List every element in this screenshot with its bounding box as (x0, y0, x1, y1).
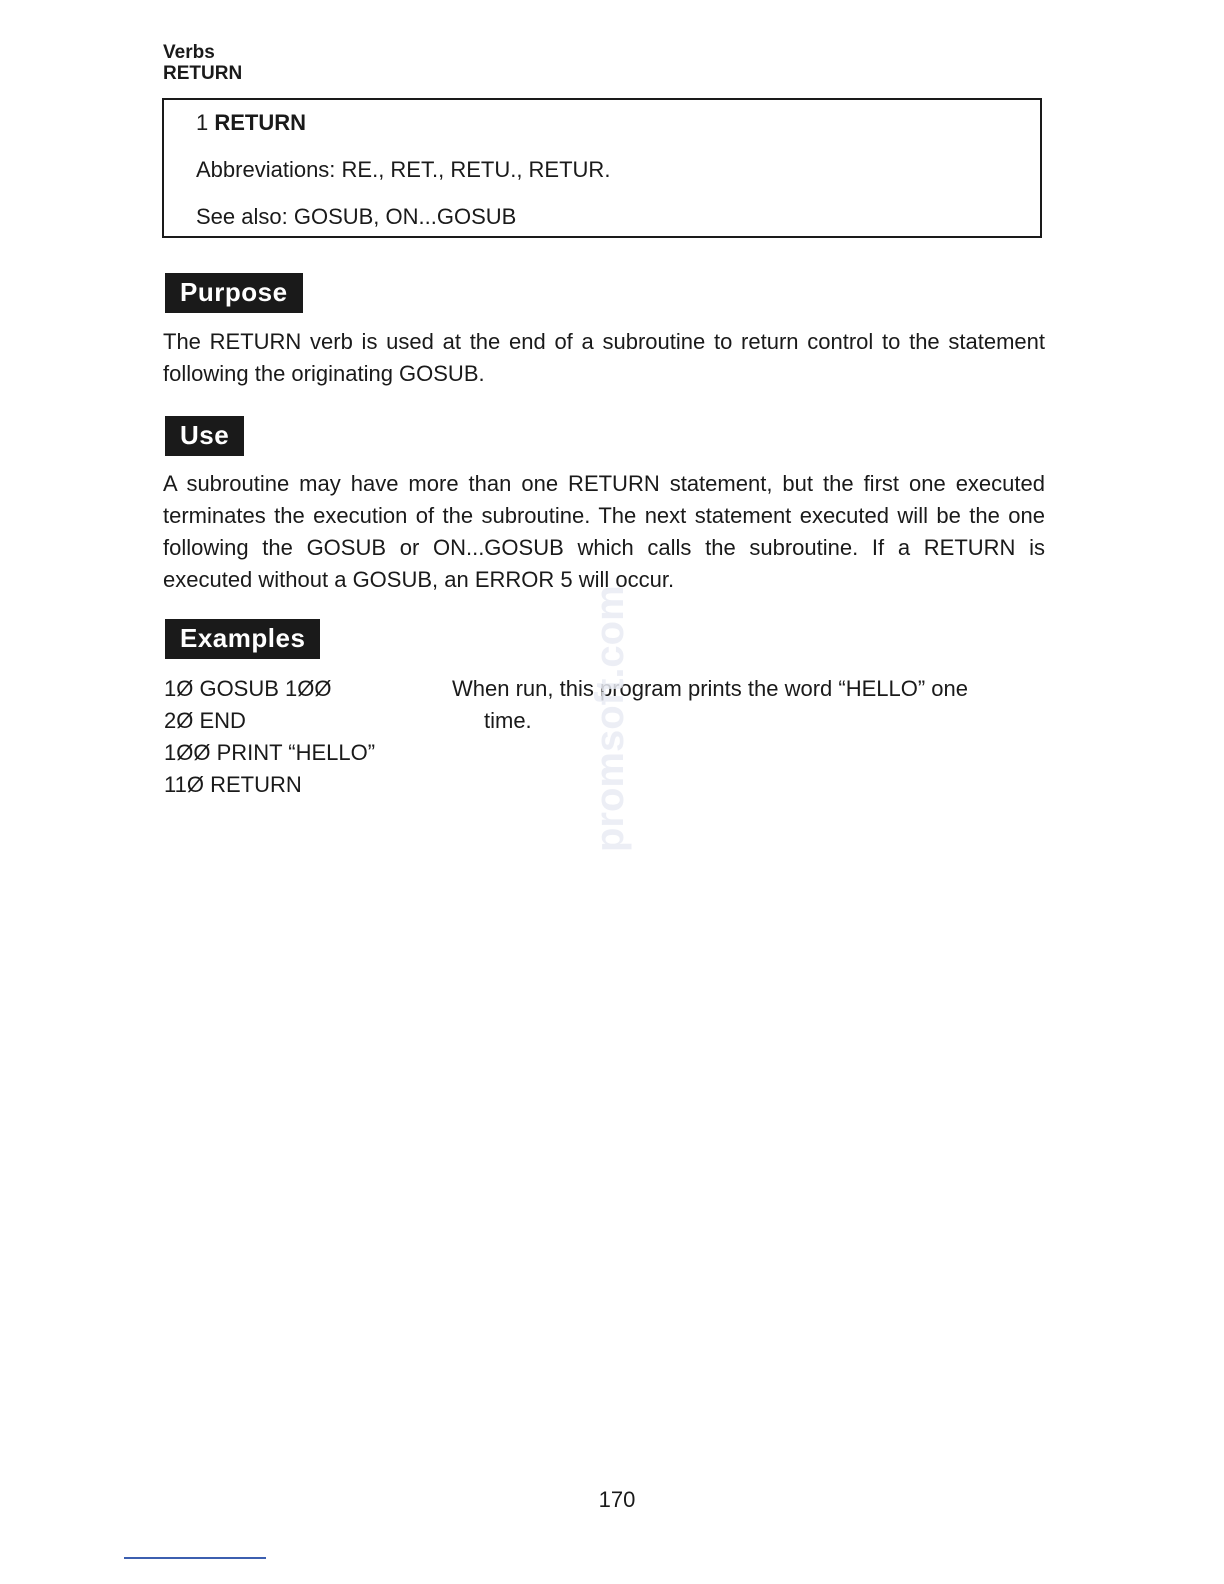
footer-rule (124, 1557, 266, 1559)
summary-keyword: RETURN (214, 110, 307, 135)
summary-see-also: See also: GOSUB, ON...GOSUB (196, 204, 517, 229)
summary-count: 1 (196, 110, 209, 135)
code-line: 1ØØ PRINT “HELLO” (164, 740, 376, 765)
examples-heading: Examples (165, 619, 320, 659)
running-head (163, 42, 242, 84)
code-line: 2Ø END (164, 708, 246, 733)
running-head-topic: RETURN (163, 63, 243, 84)
purpose-heading: Purpose (165, 273, 303, 313)
example-code (164, 673, 375, 801)
purpose-text: The RETURN verb is used at the end of a subroutine to return control to the statement following the originating GOSUB. (163, 329, 1045, 386)
running-head-section: Verbs (163, 42, 215, 63)
example-description (452, 673, 1045, 737)
summary-box (162, 98, 1042, 238)
use-heading: Use (165, 416, 244, 456)
example-description-line: time. (484, 708, 532, 733)
example-description-line: When run, this program prints the word “HELLO” one (452, 676, 969, 701)
summary-abbreviations: Abbreviations: RE., RET., RETU., RETUR. (196, 157, 611, 182)
code-line: 1Ø GOSUB 1ØØ (164, 676, 332, 701)
watermark: promsoft.com (588, 585, 632, 852)
code-line: 11Ø RETURN (164, 772, 302, 797)
summary-title (196, 110, 306, 136)
page-number: 170 (598, 1487, 636, 1512)
use-text: A subroutine may have more than one RETURN statement, but the first one executed terminates the execution of the subroutine. The next statement executed will be the one following the GOSUB or ON...GOSUB which calls the subroutine. If a RETURN is executed without a GOSUB, an ERROR 5 will occur. (163, 471, 1045, 592)
